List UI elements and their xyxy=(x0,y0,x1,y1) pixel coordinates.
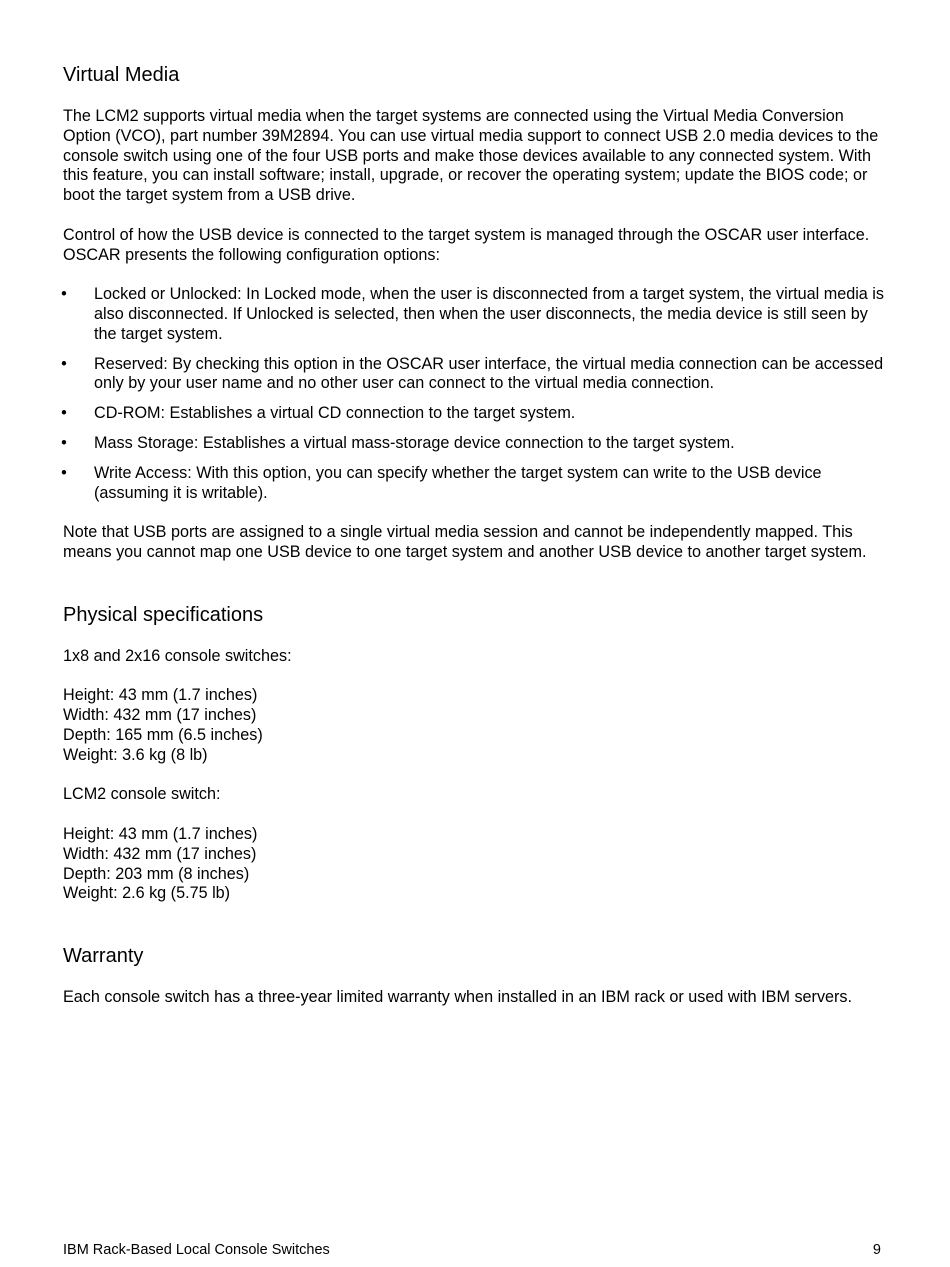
page-number: 9 xyxy=(872,1242,881,1258)
spec-depth: Depth: 203 mm (8 inches) xyxy=(63,864,250,883)
virtual-media-section xyxy=(63,60,885,563)
footer-document-title: IBM Rack-Based Local Console Switches xyxy=(63,1242,330,1258)
physical-specifications-heading: Physical specifications xyxy=(63,603,264,626)
bullet-icon: • xyxy=(61,433,67,452)
warranty-heading: Warranty xyxy=(63,945,144,968)
list-item xyxy=(63,285,885,344)
list-item-text: Mass Storage: Establishes a virtual mass-storage device connection to the target system. xyxy=(94,433,735,452)
list-item xyxy=(63,434,885,454)
spec-width: Width: 432 mm (17 inches) xyxy=(63,706,257,725)
spec-height: Height: 43 mm (1.7 inches) xyxy=(63,824,258,843)
physical-specifications-section xyxy=(63,600,885,904)
bullet-icon: • xyxy=(61,404,67,423)
spec-width: Width: 432 mm (17 inches) xyxy=(63,844,257,863)
virtual-media-intro-paragraph: The LCM2 supports virtual media when the target systems are connected using the Virtual Media Conversion Option (VCO), part number 39M2894. You can use virtual media support to connect USB 2.0 media devices to the console switch using one of the four USB ports and make those devices available to any connected system. With this feature, you can install software; install, upgrade, or recover the operating system; update the BIOS code; or boot the target system from a USB drive. xyxy=(63,107,879,205)
warranty-section xyxy=(63,941,885,1008)
bullet-icon: • xyxy=(61,354,67,373)
spec-group-2 xyxy=(63,825,885,904)
configuration-options-list xyxy=(63,285,885,503)
document-page xyxy=(63,60,885,1008)
spec-group-title: LCM2 console switch: xyxy=(63,785,221,804)
spec-weight: Weight: 2.6 kg (5.75 lb) xyxy=(63,884,231,903)
page-footer xyxy=(63,1240,885,1260)
virtual-media-control-paragraph: Control of how the USB device is connected to the target system is managed through the OSCAR user interface. OSCAR presents the following configuration options: xyxy=(63,225,870,264)
list-item-text: Locked or Unlocked: In Locked mode, when the user is disconnected from a target system, the virtual media is also disconnected. If Unlocked is selected, then when the user disconnects, the media device is still seen by the target system. xyxy=(94,285,884,343)
spec-depth: Depth: 165 mm (6.5 inches) xyxy=(63,725,263,744)
spec-group-1 xyxy=(63,686,885,765)
bullet-icon: • xyxy=(61,285,67,304)
list-item-text: Reserved: By checking this option in the OSCAR user interface, the virtual media connection can be accessed only by your user name and no other user can connect to the virtual media connection. xyxy=(94,354,884,393)
list-item xyxy=(63,355,885,395)
list-item-text: Write Access: With this option, you can specify whether the target system can write to the USB device (assuming it is writable). xyxy=(94,463,822,502)
spec-weight: Weight: 3.6 kg (8 lb) xyxy=(63,745,208,764)
warranty-paragraph: Each console switch has a three-year limited warranty when installed in an IBM rack or used with IBM servers. xyxy=(63,988,853,1007)
spec-height: Height: 43 mm (1.7 inches) xyxy=(63,686,258,705)
virtual-media-note-paragraph: Note that USB ports are assigned to a single virtual media session and cannot be independently mapped. This means you cannot map one USB device to one target system and another USB device to another target system. xyxy=(63,523,867,561)
list-item xyxy=(63,404,885,424)
list-item-text: CD-ROM: Establishes a virtual CD connection to the target system. xyxy=(94,404,576,423)
virtual-media-heading: Virtual Media xyxy=(63,64,180,86)
spec-group-title: 1x8 and 2x16 console switches: xyxy=(63,646,292,665)
list-item xyxy=(63,464,885,504)
bullet-icon: • xyxy=(61,463,67,482)
